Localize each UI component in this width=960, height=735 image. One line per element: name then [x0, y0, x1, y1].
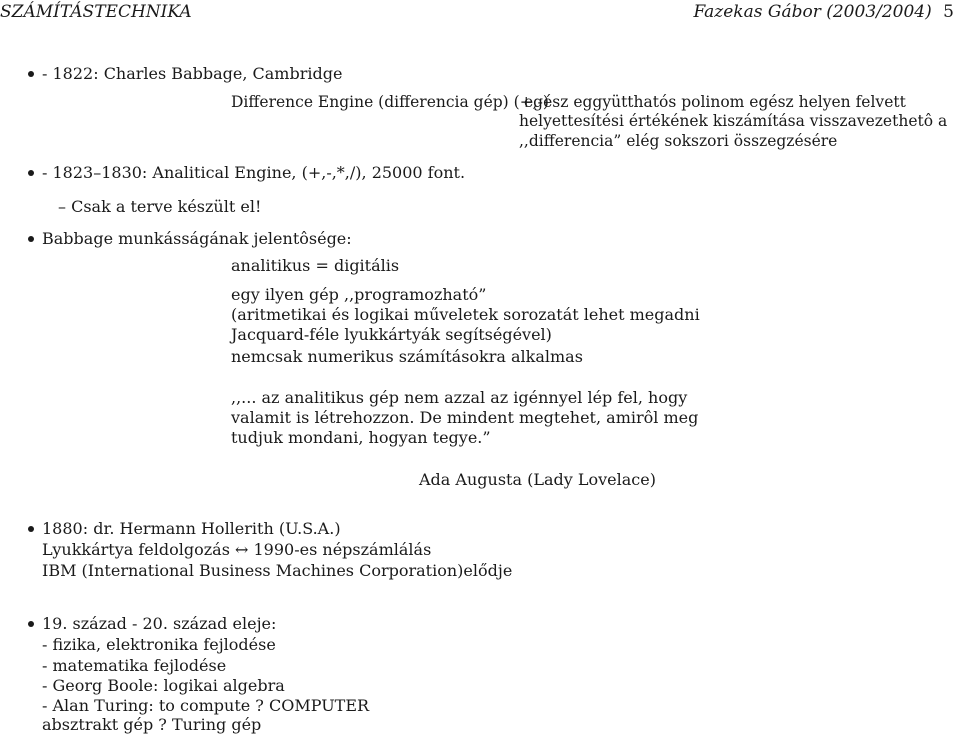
babbage-item-1: - 1822: Charles Babbage, Cambridge [42, 64, 343, 83]
quote-attribution: Ada Augusta (Lady Lovelace) [419, 470, 656, 489]
significance-title: Babbage munkásságának jelentôsége: [42, 229, 352, 248]
babbage-item-2: - 1823–1830: Analitical Engine, (+,-,*,/), 25000 font. [42, 163, 466, 182]
difference-engine-label: Difference Engine (differencia gép) (+,-) [231, 93, 549, 111]
difference-engine-desc-3: ,,differencia” elég sokszori összegzésére [519, 132, 838, 150]
hollerith-line-2: Lyukkártya feldolgozás ↔ 1990-es népszámlálás [42, 540, 432, 559]
header-right [694, 2, 954, 22]
bullet [28, 236, 34, 242]
significance-line-3: Jacquard-féle lyukkártyák segítségével) [231, 325, 552, 344]
quote-line-2: valamit is létrehozzon. De mindent megtehet, amirôl meg [231, 408, 699, 427]
hollerith-line-1: 1880: dr. Hermann Hollerith (U.S.A.) [42, 519, 341, 538]
century-line-5: absztrakt gép ? Turing gép [42, 715, 262, 734]
century-title: 19. század - 20. század eleje: [42, 614, 277, 633]
significance-analog: analitikus = digitális [231, 256, 400, 275]
header-title: SZÁMÍTÁSTECHNIKA [0, 2, 192, 22]
bullet [28, 71, 34, 77]
hollerith-line-3: IBM (International Business Machines Corporation)elődje [42, 561, 513, 580]
bullet [28, 621, 34, 627]
difference-engine-desc-1: egész eggyütthatós polinom egész helyen felvett [524, 93, 906, 111]
header-author: Fazekas Gábor (2003/2004) [693, 2, 932, 22]
babbage-sub: – Csak a terve készült el! [58, 197, 262, 216]
significance-line-4: nemcsak numerikus számításokra alkalmas [231, 347, 583, 366]
century-line-3: - Georg Boole: logikai algebra [42, 676, 285, 695]
quote-line-1: ,,... az analitikus gép nem azzal az igénnyel lép fel, hogy [231, 388, 688, 407]
century-line-1: - fizika, elektronika fejlodése [42, 635, 276, 654]
bullet [28, 526, 34, 532]
quote-line-3: tudjuk mondani, hogyan tegye.” [231, 428, 491, 447]
bullet [28, 170, 34, 176]
page-number: 5 [943, 2, 954, 22]
difference-engine-desc-2: helyettesítési értékének kiszámítása visszavezethetô a [519, 112, 948, 130]
century-line-4: - Alan Turing: to compute ? COMPUTER [42, 696, 370, 715]
century-line-2: - matematika fejlodése [42, 656, 227, 675]
significance-line-2: (aritmetikai és logikai műveletek sorozatát lehet megadni [231, 305, 700, 324]
significance-line-1: egy ilyen gép ,,programozható” [231, 285, 487, 304]
